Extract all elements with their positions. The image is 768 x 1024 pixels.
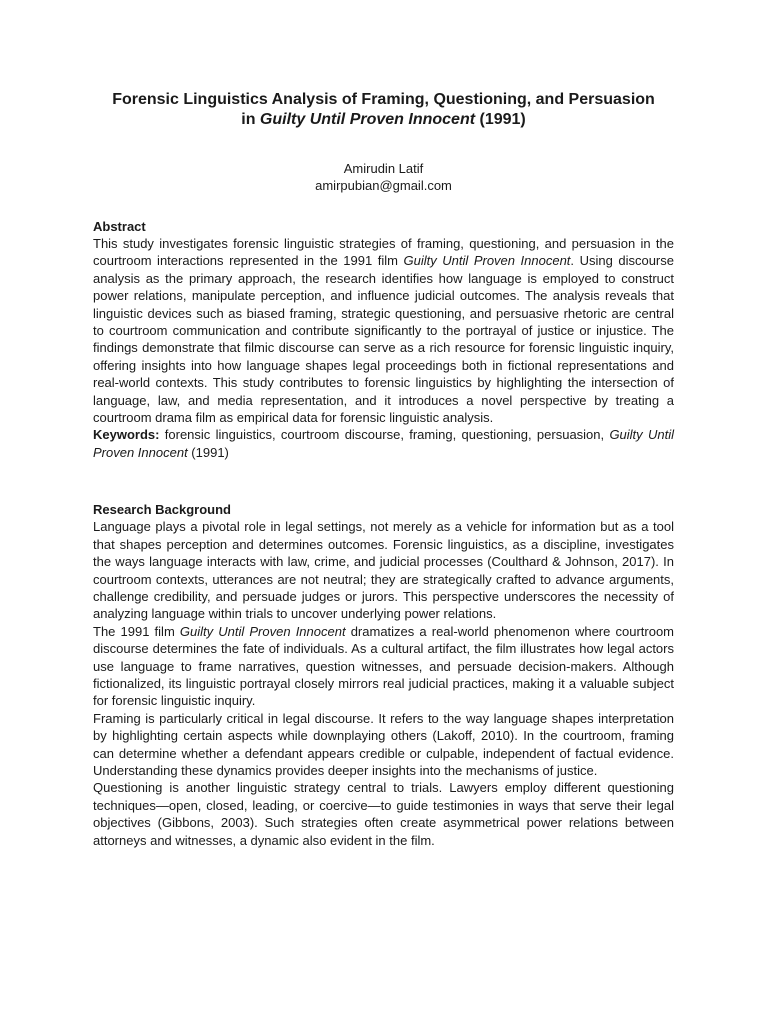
keywords-paragraph: [93, 426, 674, 461]
abstract-paragraph: [93, 235, 674, 426]
background-paragraph-4: Questioning is another linguistic strategy central to trials. Lawyers employ different questioning techniques—open, closed, leading, or coercive—to guide testimonies in ways that serve their legal objectives (Gibbons, 2003). Such strategies often create asymmetrical power relations between attorneys and witnesses, a dynamic also evident in the film.: [93, 780, 674, 848]
paper-title: [93, 90, 674, 130]
author-block: [93, 160, 674, 194]
background-p2-text: dramatizes a real-world phenomenon where courtroom discourse determines the fate of individuals. As a cultural artifact, the film illustrates how legal actors use language to frame narratives, question witnesses, and persuade decision-makers. Although fictionalized, its linguistic portrayal closely mirrors real judicial practices, making it a valuable subject for forensic linguistic inquiry.: [93, 623, 675, 709]
title-line-1: Forensic Linguistics Analysis of Framing, Questioning, and Persuasion: [112, 91, 655, 108]
keywords-film-name: Guilty Until Proven Innocent: [93, 427, 674, 460]
background-paragraph-1: Language plays a pivotal role in legal settings, not merely as a vehicle for information but as a tool that shapes perception and determines outcomes. Forensic linguistics, as a discipline, investigates the ways language interacts with law, crime, and judicial processes (Coulthard & Johnson, 2017). In courtroom contexts, utterances are not neutral; they are strategically crafted to advance arguments, challenge credibility, and persuade judges or jurors. This perspective underscores the necessity of analyzing language within trials to uncover underlying power relations.: [93, 519, 674, 622]
title-year: (1991): [475, 111, 526, 128]
background-p2-film-name: Guilty Until Proven Innocent: [179, 623, 346, 639]
background-p2-prefix: The 1991 film: [93, 623, 180, 639]
research-background-heading: Research Background: [93, 502, 231, 518]
author-name: Amirudin Latif: [343, 161, 424, 176]
abstract-text-2: . Using discourse analysis as the primary approach, the research identifies how language is employed to construct power relations, manipulate perception, and influence judicial outcomes. The analysis reveals that linguistic devices such as biased framing, strategic questioning, and persuasive rhetoric are central to courtroom communication and contribute significantly to the portrayal of justice or injustice. The findings demonstrate that filmic discourse can serve as a rich resource for forensic linguistic inquiry, offering insights into how language shapes legal proceedings both in fictional representations and real-world contexts. This study contributes to forensic linguistics by highlighting the intersection of language, law, and media representation, and it introduces a novel perspective by treating a courtroom drama film as empirical data for forensic linguistic analysis.: [93, 253, 674, 426]
background-paragraph-2: [93, 623, 674, 710]
abstract-film-name: Guilty Until Proven Innocent: [403, 253, 571, 269]
keywords-list: forensic linguistics, courtroom discourse, framing, questioning, persuasion,: [159, 427, 610, 443]
keywords-label: Keywords:: [93, 427, 160, 443]
title-film-name: Guilty Until Proven Innocent: [259, 111, 476, 128]
title-line-2: [93, 110, 674, 130]
abstract-heading: Abstract: [93, 219, 146, 234]
author-email: amirpubian@gmail.com: [315, 178, 452, 193]
title-prefix: in: [241, 111, 260, 128]
keywords-year: (1991): [187, 444, 229, 460]
abstract-text-1: This study investigates forensic linguistic strategies of framing, questioning, and persuasion in the courtroom interactions represented in the 1991 film: [93, 236, 674, 269]
background-paragraph-3: Framing is particularly critical in legal discourse. It refers to the way language shapes interpretation by highlighting certain aspects while downplaying others (Lakoff, 2010). In the courtroom, framing can determine whether a defendant appears credible or culpable, independent of factual evidence. Understanding these dynamics provides deeper insights into the mechanisms of justice.: [93, 710, 674, 778]
